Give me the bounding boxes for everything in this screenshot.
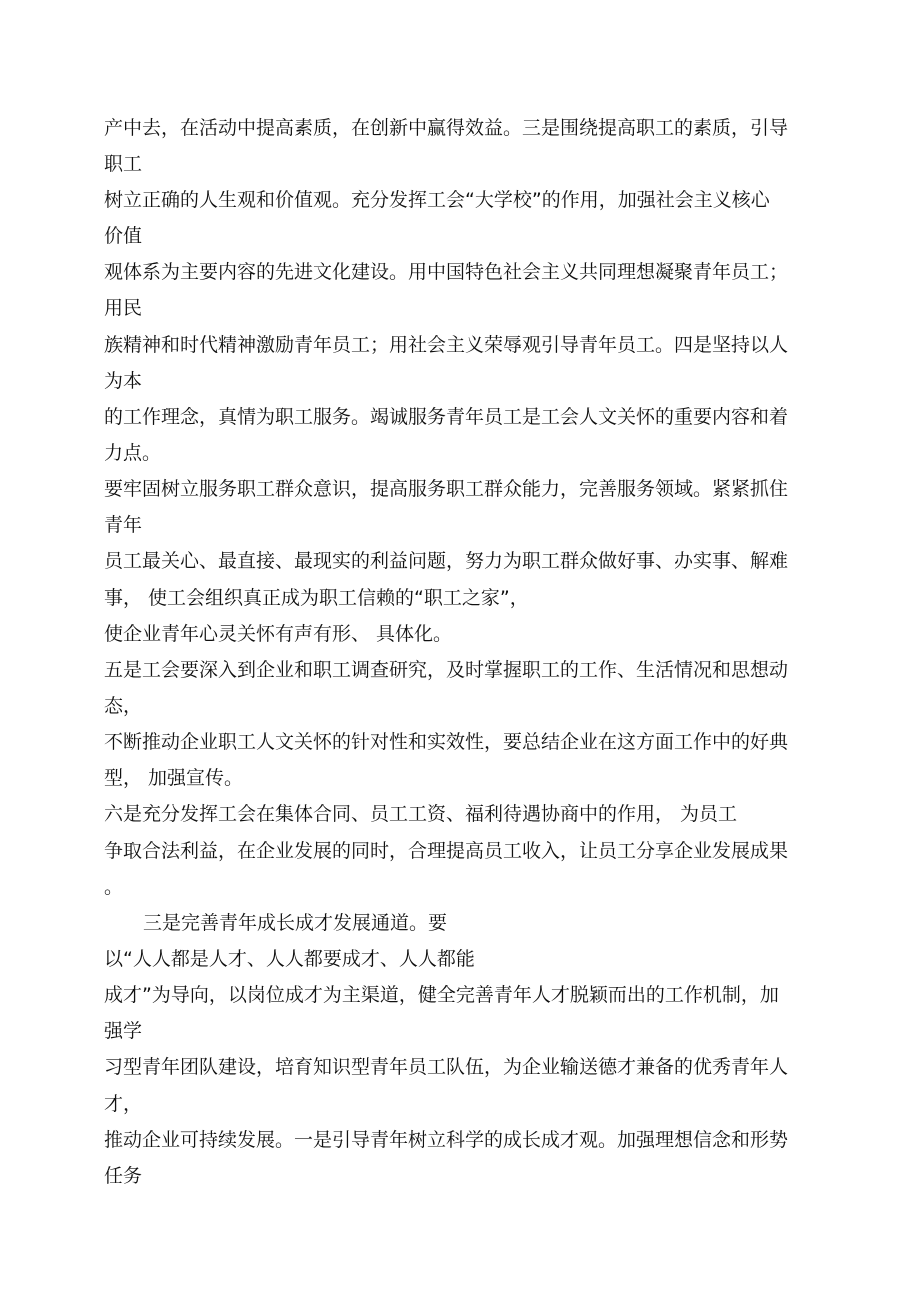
text-line: 事， 使工会组织真正成为职工信赖的“职工之家”， [104,587,529,609]
text-line: 族精神和时代精神激励青年员工；用社会主义荣辱观引导青年员工。四是坚持以人 [104,334,789,356]
text-line: 才， [104,1093,143,1115]
text-line: 使企业青年心灵关怀有声有形、 具体化。 [104,623,453,645]
text-line: 五是工会要深入到企业和职工调查研究，及时掌握职工的工作、生活情况和思想动 [104,659,789,681]
text-line: 。 [104,876,124,898]
text-line: 推动企业可持续发展。一是引导青年树立科学的成长成才观。加强理想信念和形势 [104,1129,789,1151]
text-line: 六是充分发挥工会在集体合同、员工工资、福利待遇协商中的作用， 为员工 [104,803,738,825]
text-line: 以“人人都是人才、人人都要成才、人人都能 [104,948,475,970]
text-line: 强学 [104,1020,143,1042]
text-line: 不断推动企业职工人文关怀的针对性和实效性，要总结企业在这方面工作中的好典 [104,731,789,753]
text-line: 树立正确的人生观和价值观。充分发挥工会“大学校”的作用，加强社会主义核心 [104,189,770,211]
text-line: 价值 [104,225,143,247]
text-line: 成才”为导向，以岗位成才为主渠道，健全完善青年人才脱颖而出的工作机制，加 [104,984,779,1006]
text-line: 力点。 [104,442,162,464]
text-line: 态， [104,695,143,717]
text-line: 职工 [104,153,143,175]
text-line: 的工作理念，真情为职工服务。竭诚服务青年员工是工会人文关怀的重要内容和着 [104,406,789,428]
text-line: 任务 [104,1165,143,1187]
text-line: 为本 [104,370,143,392]
text-line: 型， 加强宣传。 [104,767,244,789]
text-line: 员工最关心、最直接、最现实的利益问题，努力为职工群众做好事、办实事、解难 [104,550,789,572]
text-line: 产中去，在活动中提高素质，在创新中赢得效益。三是围绕提高职工的素质，引导 [104,117,789,139]
text-line: 争取合法利益，在企业发展的同时，合理提高员工收入，让员工分享企业发展成果 [104,840,789,862]
text-line: 青年 [104,514,143,536]
text-line: 三是完善青年成长成才发展通道。要 [143,912,448,934]
text-line: 观体系为主要内容的先进文化建设。用中国特色社会主义共同理想凝聚青年员工； [104,261,789,283]
text-line: 用民 [104,297,143,319]
text-line: 要牢固树立服务职工群众意识，提高服务职工群众能力，完善服务领域。紧紧抓住 [104,478,789,500]
text-line: 习型青年团队建设，培育知识型青年员工队伍，为企业输送德才兼备的优秀青年人 [104,1056,789,1078]
